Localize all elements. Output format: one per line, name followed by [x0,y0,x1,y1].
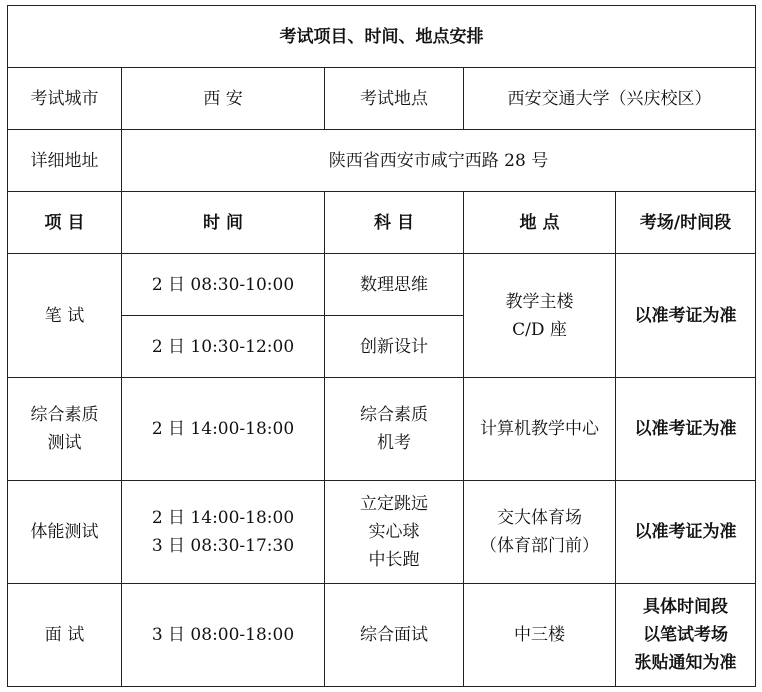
physical-time-line-2: 3 日 08:30-17:30 [151,536,295,556]
physical-room: 以准考证为准 [616,481,756,584]
quality-item [8,378,122,481]
header-room: 考场/时间段 [616,192,756,254]
city-label: 考试城市 [8,68,122,130]
quality-subject [325,378,464,481]
title-row [8,6,756,68]
interview-item: 面 试 [8,584,122,687]
interview-room-line-1: 具体时间段 [643,597,728,617]
table-row-written-1 [8,254,756,316]
city-value: 西 安 [122,68,325,130]
physical-place-line-1: 交大体育场 [497,508,582,528]
table-title: 考试项目、时间、地点安排 [8,6,756,68]
interview-room-line-2: 以笔试考场 [643,625,728,645]
header-place: 地 点 [464,192,616,254]
written-item: 笔 试 [8,254,122,378]
written-place [464,254,616,378]
header-item: 项 目 [8,192,122,254]
written-time-1: 2 日 08:30-10:00 [122,254,325,316]
physical-place [464,481,616,584]
physical-time [122,481,325,584]
written-subject-1: 数理思维 [325,254,464,316]
header-subject: 科 目 [325,192,464,254]
info-row-address [8,130,756,192]
quality-subject-line-2: 机考 [377,433,411,453]
place-label: 考试地点 [325,68,464,130]
written-room: 以准考证为准 [616,254,756,378]
exam-schedule-table [7,5,756,687]
physical-time-line-1: 2 日 14:00-18:00 [151,508,295,528]
physical-subject [325,481,464,584]
header-row [8,192,756,254]
physical-subject-line-2: 实心球 [368,522,420,542]
written-place-line-1: 教学主楼 [505,291,574,312]
interview-subject: 综合面试 [325,584,464,687]
table-row-interview [8,584,756,687]
interview-place: 中三楼 [464,584,616,687]
info-row-city [8,68,756,130]
physical-item: 体能测试 [8,481,122,584]
place-value: 西安交通大学（兴庆校区） [464,68,756,130]
quality-time: 2 日 14:00-18:00 [122,378,325,481]
physical-place-line-2: （体育部门前） [480,536,599,556]
interview-room [616,584,756,687]
address-label: 详细地址 [8,130,122,192]
written-time-2: 2 日 10:30-12:00 [122,316,325,378]
interview-time: 3 日 08:00-18:00 [122,584,325,687]
table-row-physical [8,481,756,584]
address-value: 陕西省西安市咸宁西路 28 号 [122,130,756,192]
quality-item-line-2: 测试 [47,433,82,453]
quality-subject-line-1: 综合素质 [360,405,428,425]
table-row-quality [8,378,756,481]
physical-subject-line-3: 中长跑 [368,550,420,570]
physical-subject-line-1: 立定跳远 [360,494,428,514]
header-time: 时 间 [122,192,325,254]
quality-place: 计算机教学中心 [464,378,616,481]
quality-item-line-1: 综合素质 [30,405,99,425]
written-place-line-2: C/D 座 [512,319,567,340]
written-subject-2: 创新设计 [325,316,464,378]
quality-room: 以准考证为准 [616,378,756,481]
interview-room-line-3: 张贴通知为准 [634,653,737,673]
